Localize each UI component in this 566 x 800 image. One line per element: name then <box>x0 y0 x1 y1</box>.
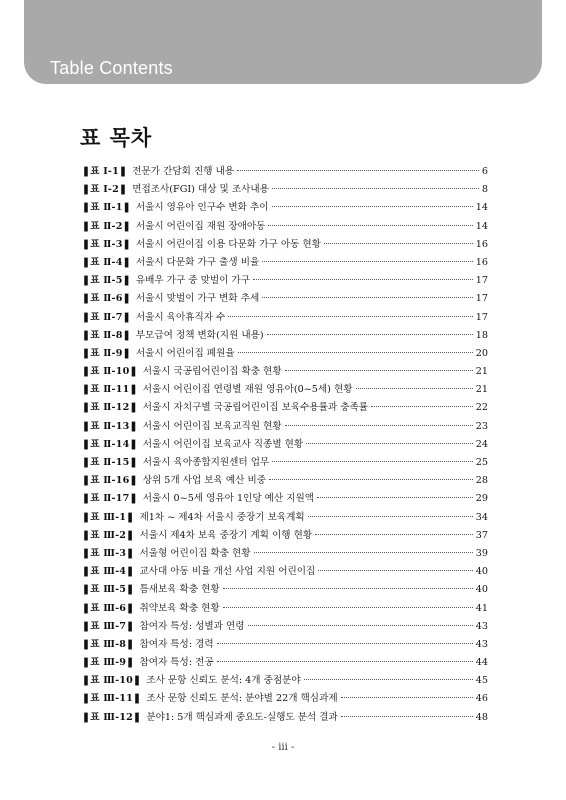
toc-entry-page: 16 <box>475 238 488 250</box>
toc-entry[interactable] <box>82 472 488 490</box>
dot-leader <box>285 370 473 371</box>
toc-entry[interactable] <box>82 545 488 563</box>
toc-entry-page: 43 <box>475 620 488 632</box>
toc-entry-page: 40 <box>475 566 488 578</box>
dot-leader <box>304 679 473 680</box>
dot-leader <box>217 661 473 662</box>
toc-entry-title: 조사 문항 신뢰도 분석: 분야별 22개 핵심과제 <box>146 693 338 705</box>
dot-leader <box>228 316 472 317</box>
toc-entry-title: 서울시 영유아 인구수 변화 추이 <box>135 202 269 214</box>
toc-entry-title: 상위 5개 사업 보육 예산 비중 <box>142 475 266 487</box>
toc-entry-page: 25 <box>475 457 488 468</box>
toc-entry-label: ❚표 Ⅲ-4❚ <box>82 566 135 578</box>
toc-entry-label: ❚표 Ⅱ-2❚ <box>82 220 131 232</box>
toc-entry-page: 41 <box>475 602 488 614</box>
toc-entry-label: ❚표 Ⅱ-9❚ <box>82 347 131 359</box>
toc-entry-label: ❚표 Ⅲ-6❚ <box>82 602 135 614</box>
toc-entry-label: ❚표 Ⅱ-13❚ <box>82 420 138 432</box>
dot-leader <box>324 243 473 244</box>
toc-entry-page: 34 <box>475 511 488 523</box>
toc-entry[interactable] <box>82 509 488 527</box>
toc-entry-page: 29 <box>475 493 488 505</box>
toc-entry-label: ❚표 Ⅲ-9❚ <box>82 657 135 669</box>
toc-entry[interactable] <box>82 709 488 727</box>
toc-entry-page: 22 <box>475 402 488 414</box>
toc-entry-label: ❚표 Ⅰ-2❚ <box>82 184 128 196</box>
toc-entry-page: 21 <box>475 366 488 378</box>
toc-entry-page: 16 <box>475 256 488 268</box>
toc-entry[interactable] <box>82 399 488 417</box>
toc-entry-page: 48 <box>475 711 488 723</box>
toc-entry[interactable] <box>82 581 488 599</box>
toc-entry-page: 14 <box>475 220 488 232</box>
toc-entry[interactable] <box>82 290 488 308</box>
toc-entry-title: 서울시 어린이집 폐원율 <box>135 347 235 359</box>
toc-entry[interactable] <box>82 381 488 399</box>
toc-entry-label: ❚표 Ⅱ-10❚ <box>82 366 138 378</box>
toc-entry[interactable] <box>82 527 488 545</box>
toc-entry[interactable] <box>82 418 488 436</box>
dot-leader <box>269 479 473 480</box>
toc-entry[interactable] <box>82 363 488 381</box>
dot-leader <box>262 297 473 298</box>
toc-entry-page: 23 <box>475 420 488 432</box>
toc-entry-page: 45 <box>475 675 488 687</box>
toc-entry[interactable] <box>82 600 488 618</box>
toc-entry-title: 서울시 국공립어린이집 확충 현황 <box>142 366 282 378</box>
toc-entry[interactable] <box>82 672 488 690</box>
dot-leader <box>341 716 473 717</box>
toc-entry-title: 참여자 특성: 전공 <box>139 657 214 669</box>
toc-entry-title: 서울시 자치구별 국공립어린이집 보육수용률과 충족률 <box>142 402 369 414</box>
toc-entry-label: ❚표 Ⅲ-5❚ <box>82 584 135 596</box>
toc-entry-label: ❚표 Ⅱ-1❚ <box>82 202 131 214</box>
toc-entry-title: 서울시 어린이집 보육교사 직종별 현황 <box>142 438 304 450</box>
toc-entry-page: 6 <box>481 166 488 177</box>
dot-leader <box>315 534 473 535</box>
toc-entry-label: ❚표 Ⅰ-1❚ <box>82 166 128 177</box>
toc-entry-label: ❚표 Ⅱ-15❚ <box>82 457 138 468</box>
toc-entry-label: ❚표 Ⅱ-11❚ <box>82 384 138 396</box>
toc-entry-page: 39 <box>475 547 488 559</box>
toc-entry-title: 참여자 특성: 성별과 연령 <box>139 620 245 632</box>
dot-leader <box>308 516 473 517</box>
toc-entry-label: ❚표 Ⅲ-12❚ <box>82 711 142 723</box>
toc-entry-page: 40 <box>475 584 488 596</box>
dot-leader <box>217 643 473 644</box>
dot-leader <box>317 497 473 498</box>
dot-leader <box>272 461 473 462</box>
toc-entry[interactable] <box>82 490 488 508</box>
dot-leader <box>238 352 473 353</box>
toc-entry[interactable] <box>82 163 488 181</box>
toc-entry[interactable] <box>82 345 488 363</box>
toc-entry-page: 24 <box>475 438 488 450</box>
page-number: - iii - <box>271 742 295 753</box>
toc-entry-page: 18 <box>475 329 488 341</box>
toc-entry-label: ❚표 Ⅱ-7❚ <box>82 311 131 323</box>
toc-entry-label: ❚표 Ⅱ-12❚ <box>82 402 138 414</box>
toc-entry-title: 면접조사(FGI) 대상 및 조사내용 <box>132 184 269 196</box>
toc-entry-title: 서울시 맞벌이 가구 변화 추세 <box>135 293 260 305</box>
toc-entry[interactable] <box>82 563 488 581</box>
toc-entry-label: ❚표 Ⅱ-16❚ <box>82 475 138 487</box>
toc-entry-title: 서울시 어린이집 이용 다문화 가구 아동 현황 <box>135 238 321 250</box>
dot-leader <box>318 570 472 571</box>
toc-entry-page: 8 <box>481 184 488 196</box>
toc-entry-title: 서울형 어린이집 확충 현황 <box>139 547 251 559</box>
dot-leader <box>272 206 473 207</box>
toc-entry-label: ❚표 Ⅲ-11❚ <box>82 693 142 705</box>
toc-entry-title: 서울시 어린이집 보육교직원 현황 <box>142 420 282 432</box>
toc-entry-title: 서울시 0~5세 영유아 1인당 예산 지원액 <box>142 493 315 505</box>
toc-entry-label: ❚표 Ⅲ-7❚ <box>82 620 135 632</box>
toc-entry-title: 서울시 제4차 보육 중장기 계획 이행 현황 <box>139 529 313 541</box>
page-title: 표 목차 <box>80 126 153 150</box>
toc-entry-title: 분야1: 5개 핵심과제 중요도-실행도 분석 결과 <box>146 711 338 723</box>
toc-entry-page: 46 <box>475 693 488 705</box>
toc-entry-title: 참여자 특성: 경력 <box>139 638 214 650</box>
toc-entry-title: 서울시 어린이집 연령별 재원 영유아(0~5세) 현황 <box>142 384 353 396</box>
toc-entry-title: 제1차 ~ 제4차 서울시 중장기 보육계획 <box>139 511 305 523</box>
toc-entry[interactable] <box>82 327 488 345</box>
toc-entry[interactable] <box>82 636 488 654</box>
toc-entry[interactable] <box>82 454 488 472</box>
dot-leader <box>254 552 473 553</box>
toc-entry-label: ❚표 Ⅱ-17❚ <box>82 493 138 505</box>
dot-leader <box>285 425 473 426</box>
toc-entry-label: ❚표 Ⅱ-5❚ <box>82 275 131 287</box>
dot-leader <box>341 697 473 698</box>
toc-entry-label: ❚표 Ⅱ-14❚ <box>82 438 138 450</box>
dot-leader <box>268 225 472 226</box>
dot-leader <box>237 170 479 171</box>
toc-entry-page: 43 <box>475 638 488 650</box>
toc-entry-label: ❚표 Ⅲ-3❚ <box>82 547 135 559</box>
toc-entry-label: ❚표 Ⅱ-3❚ <box>82 238 131 250</box>
dot-leader <box>248 625 473 626</box>
toc-entry-title: 취약보육 확충 현황 <box>139 602 220 614</box>
toc-entry-title: 서울시 다문화 가구 출생 비율 <box>135 256 260 268</box>
dot-leader <box>223 607 473 608</box>
banner-title: Table Contents <box>50 58 173 78</box>
toc-entry-title: 전문가 간담회 진행 내용 <box>132 166 235 177</box>
dot-leader <box>371 406 473 407</box>
toc-entry-page: 21 <box>475 384 488 396</box>
toc-entry-title: 서울시 어린이집 재원 장애아동 <box>135 220 266 232</box>
toc-entry-title: 틈새보육 확충 현황 <box>139 584 220 596</box>
toc-entry-title: 조사 문항 신뢰도 분석: 4개 중점분야 <box>146 675 301 687</box>
toc-entry-page: 17 <box>475 275 488 287</box>
toc-entry-title: 서울시 육아종합지원센터 업무 <box>142 457 270 468</box>
dot-leader <box>306 443 473 444</box>
toc-entry-page: 17 <box>475 293 488 305</box>
toc-entry-page: 17 <box>475 311 488 323</box>
toc-entry-page: 28 <box>475 475 488 487</box>
dot-leader <box>267 334 473 335</box>
toc-entry[interactable] <box>82 436 488 454</box>
dot-leader <box>356 388 473 389</box>
toc-entry-label: ❚표 Ⅲ-8❚ <box>82 638 135 650</box>
toc-entry-page: 14 <box>475 202 488 214</box>
dot-leader <box>272 188 479 189</box>
toc-entry-title: 서울시 육아휴직자 수 <box>135 311 226 323</box>
toc-entry-label: ❚표 Ⅱ-8❚ <box>82 329 131 341</box>
dot-leader <box>253 279 473 280</box>
toc-entry[interactable] <box>82 236 488 254</box>
toc-entry[interactable] <box>82 690 488 708</box>
toc-entry[interactable] <box>82 181 488 199</box>
toc-entry-label: ❚표 Ⅲ-1❚ <box>82 511 135 523</box>
toc-entry-label: ❚표 Ⅲ-10❚ <box>82 675 142 687</box>
toc-entry-title: 교사대 아동 비율 개선 사업 지원 어린이집 <box>139 566 316 578</box>
toc-entry[interactable] <box>82 254 488 272</box>
dot-leader <box>223 588 473 589</box>
header-banner <box>24 0 542 84</box>
toc-entry-label: ❚표 Ⅲ-2❚ <box>82 529 135 541</box>
toc-entry[interactable] <box>82 199 488 217</box>
toc-entry-page: 44 <box>475 657 488 669</box>
dot-leader <box>262 261 473 262</box>
toc-entry[interactable] <box>82 654 488 672</box>
toc-entry-label: ❚표 Ⅱ-6❚ <box>82 293 131 305</box>
toc-entry-page: 37 <box>475 529 488 541</box>
toc-entry[interactable] <box>82 272 488 290</box>
toc-entry[interactable] <box>82 618 488 636</box>
toc-entry-label: ❚표 Ⅱ-4❚ <box>82 256 131 268</box>
table-of-contents <box>82 163 488 727</box>
toc-entry-title: 유배우 가구 중 맞벌이 가구 <box>135 275 250 287</box>
toc-entry[interactable] <box>82 218 488 236</box>
toc-entry[interactable] <box>82 309 488 327</box>
toc-entry-title: 부모급여 정책 변화(지원 내용) <box>135 329 264 341</box>
toc-entry-page: 20 <box>475 347 488 359</box>
